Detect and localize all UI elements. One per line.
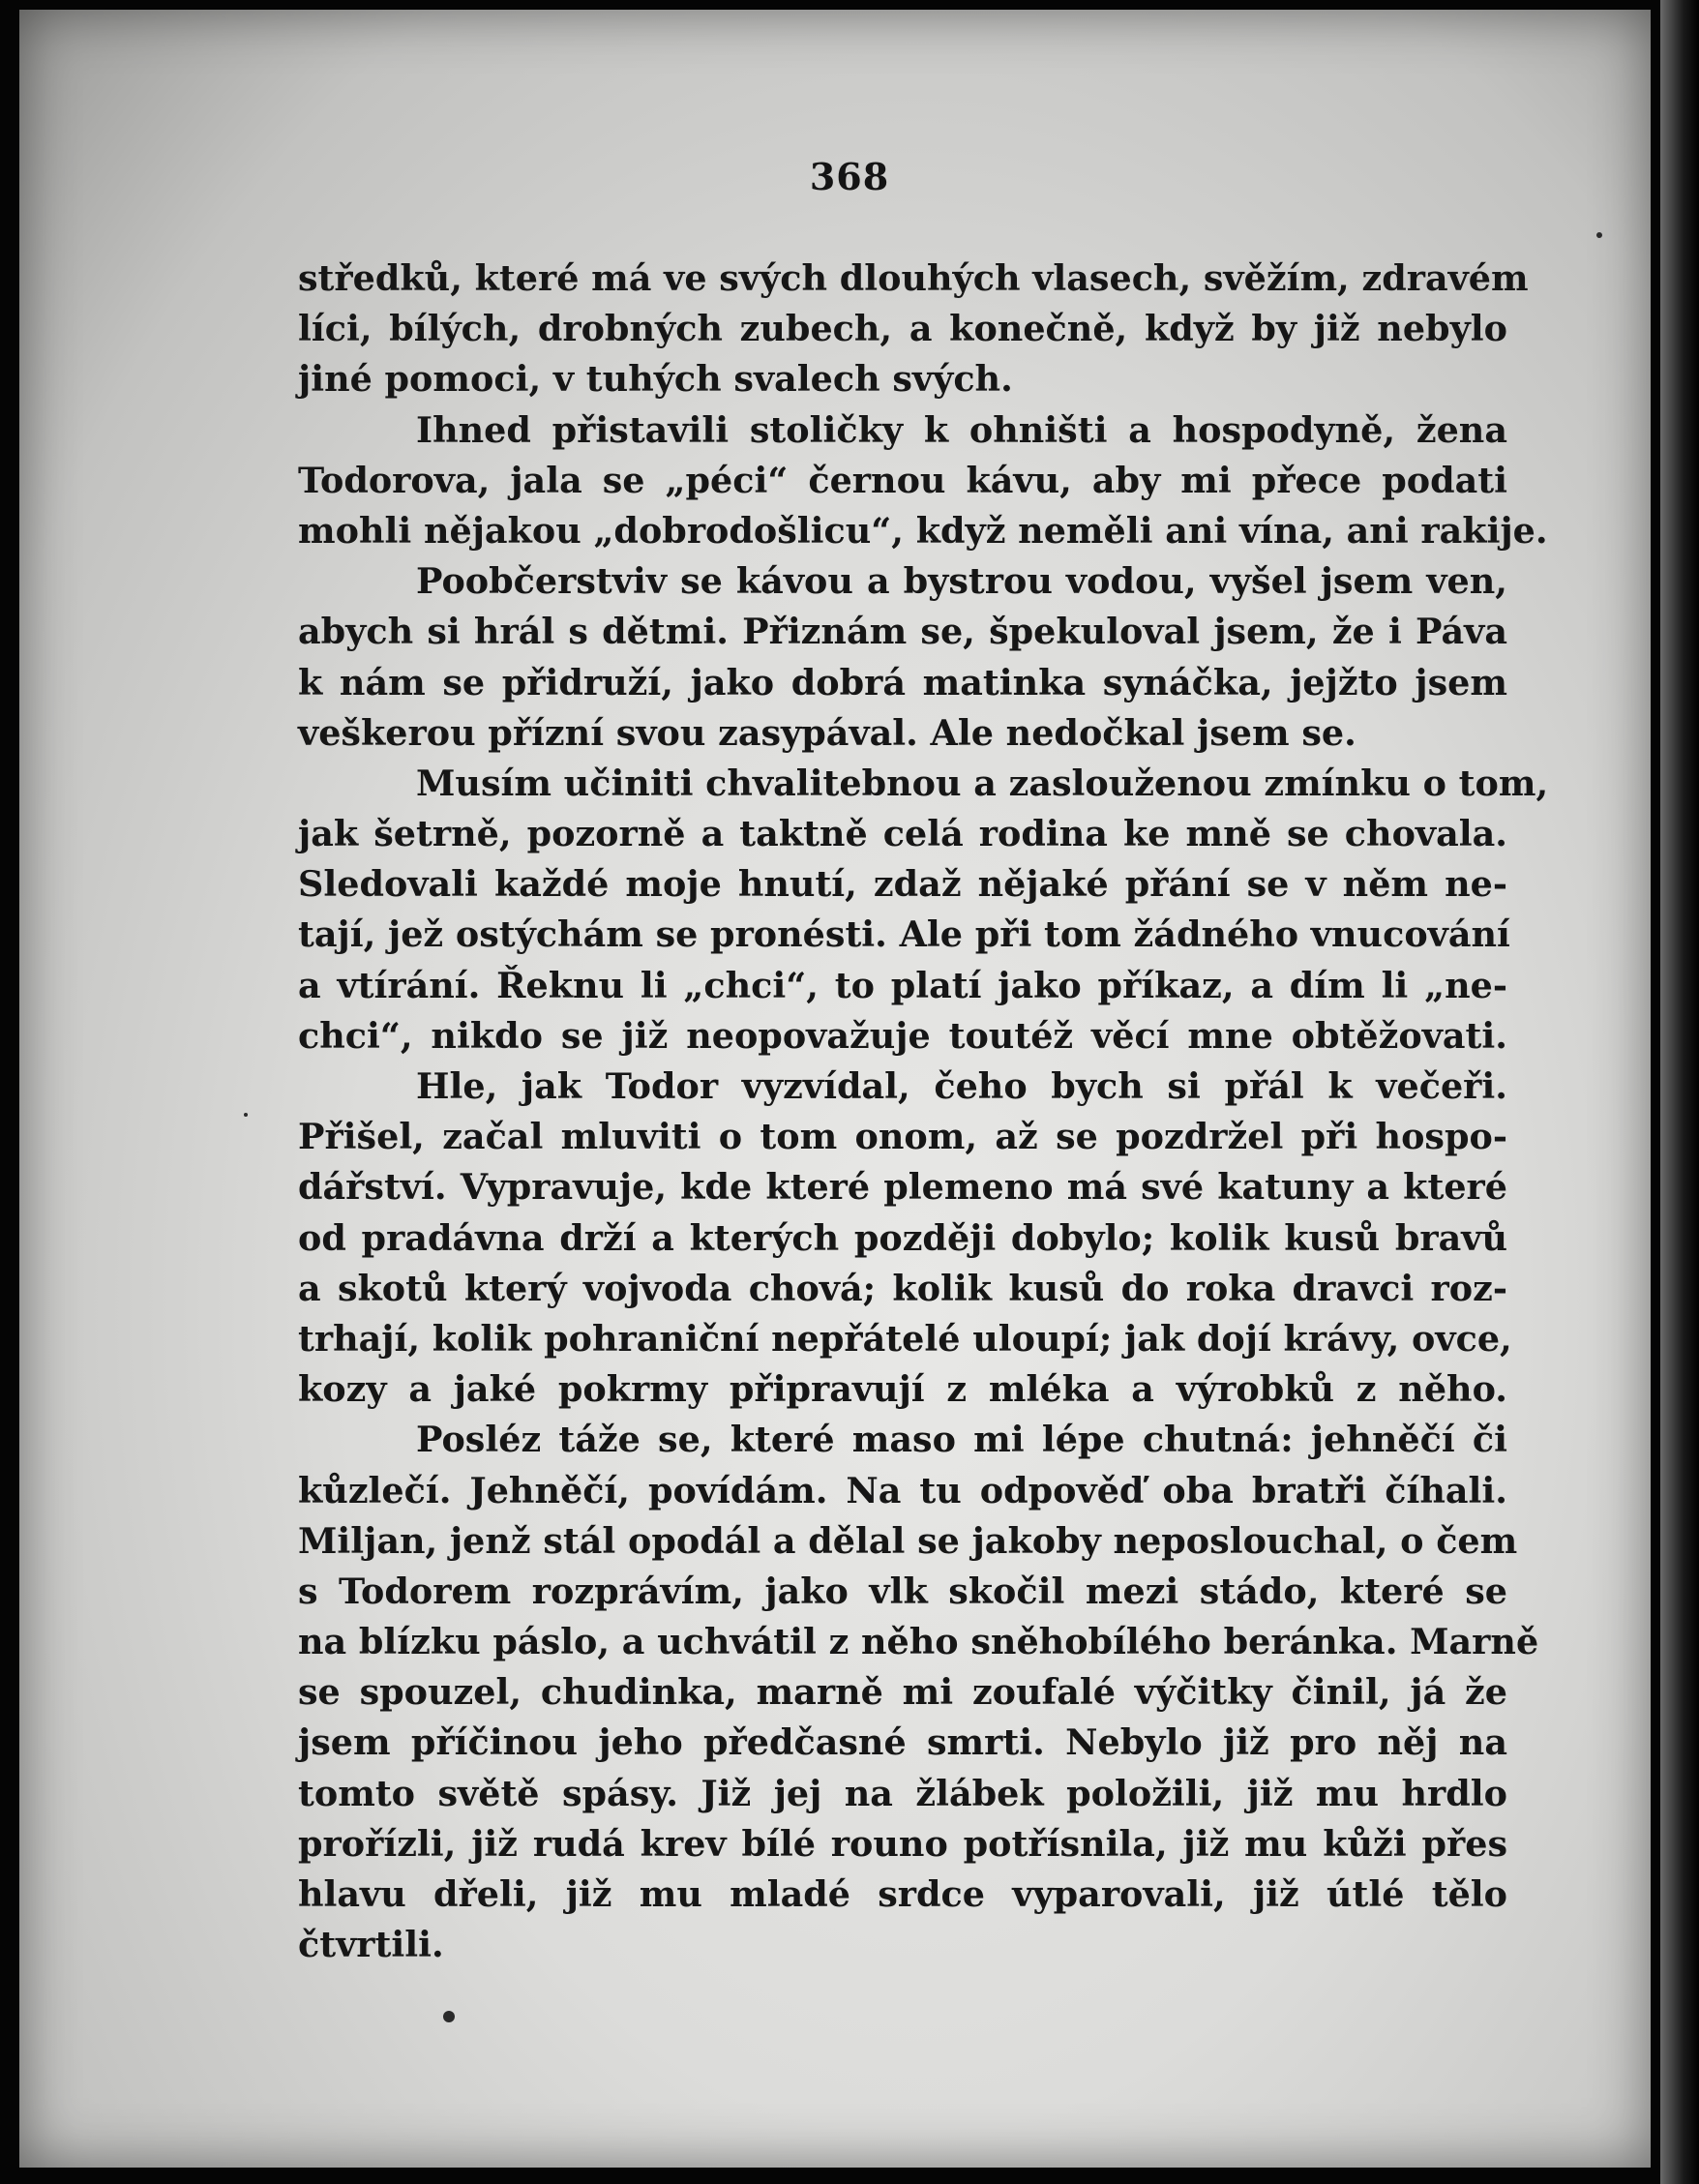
text-line: a vtírání. Řeknu li „chci“, to platí jako příkaz, a dím li „ne-: [298, 964, 1507, 1006]
ink-speck: [244, 1113, 248, 1117]
text-line: líci, bílých, drobných zubech, a konečně, když by již nebylo: [298, 308, 1507, 350]
page-edge-shadow: [1660, 0, 1699, 2184]
text-line: středků, které má ve svých dlouhých vlasech, svěžím, zdravém: [298, 257, 1529, 299]
ink-speck: [1596, 232, 1602, 238]
text-line: veškerou přízní svou zasypával. Ale nedočkal jsem se.: [298, 711, 1356, 754]
text-line: se spouzel, chudinka, marně mi zoufalé výčitky činil, já že: [298, 1671, 1507, 1714]
paragraph-first-line: Ihned přistavili stoličky k ohništi a hospodyně, žena: [416, 408, 1507, 451]
text-line: čtvrtili.: [298, 1924, 444, 1966]
text-line: na blízku páslo, a uchvátil z něho sněhobílého beránka. Marně: [298, 1621, 1539, 1663]
text-line: prořízli, již rudá krev bílé rouno potřísnila, již mu kůži přes: [298, 1822, 1507, 1865]
text-line: a skotů který vojvoda chová; kolik kusů do roka dravci roz-: [298, 1267, 1507, 1309]
paragraph-first-line: Hle, jak Todor vyzvídal, čeho bych si přál k večeři.: [416, 1065, 1507, 1107]
text-line: abych si hrál s dětmi. Přiznám se, špekuloval jsem, že i Páva: [298, 611, 1507, 653]
page-number: 368: [809, 155, 890, 198]
text-line: tomto světě spásy. Již jej na žlábek položili, již mu hrdlo: [298, 1772, 1507, 1814]
text-line: jak šetrně, pozorně a taktně celá rodina ke mně se chovala.: [298, 813, 1507, 855]
paragraph-first-line: Musím učiniti chvalitebnou a zaslouženou zmínku o tom,: [416, 762, 1549, 804]
text-line: kozy a jaké pokrmy připravují z mléka a výrobků z něho.: [298, 1368, 1507, 1411]
text-line: jiné pomoci, v tuhých svalech svých.: [298, 358, 1013, 401]
text-line: Sledovali každé moje hnutí, zdaž nějaké přání se v něm ne-: [298, 863, 1507, 906]
text-line: od pradávna drží a kterých později dobylo; kolik kusů bravů: [298, 1216, 1507, 1259]
paragraph-first-line: Poobčerstviv se kávou a bystrou vodou, vyšel jsem ven,: [416, 560, 1507, 603]
text-line: kůzlečí. Jehněčí, povídám. Na tu odpověď oba bratři číhali.: [298, 1469, 1507, 1511]
paragraph-first-line: Posléz táže se, které maso mi lépe chutná: jehněčí či: [416, 1419, 1507, 1461]
text-line: trhají, kolik pohraniční nepřátelé uloupí; jak dojí krávy, ovce,: [298, 1317, 1512, 1360]
text-line: k nám se přidruží, jako dobrá matinka synáčka, jejžto jsem: [298, 661, 1507, 703]
ink-speck: [443, 2011, 455, 2022]
text-line: chci“, nikdo se již neopovažuje toutéž věcí mne obtěžovati.: [298, 1014, 1507, 1057]
body-text: [298, 254, 1549, 1970]
text-line: Přišel, začal mluviti o tom onom, až se pozdržel při hospo-: [298, 1116, 1507, 1158]
text-line: s Todorem rozprávím, jako vlk skočil mezi stádo, které se: [298, 1570, 1507, 1612]
text-line: tají, jež ostýchám se pronésti. Ale při tom žádného vnucování: [298, 913, 1510, 956]
text-line: dářství. Vypravuje, kde které plemeno má své katuny a které: [298, 1166, 1507, 1209]
text-line: jsem příčinou jeho předčasné smrti. Nebylo již pro něj na: [298, 1721, 1507, 1764]
text-line: hlavu dřeli, již mu mladé srdce vyparovali, již útlé tělo: [298, 1873, 1507, 1915]
text-line: Todorova, jala se „péci“ černou kávu, aby mi přece podati: [298, 459, 1507, 501]
text-line: mohli nějakou „dobrodošlicu“, když neměli ani vína, ani rakije.: [298, 509, 1548, 552]
text-line: Miljan, jenž stál opodál a dělal se jakoby neposlouchal, o čem: [298, 1519, 1518, 1562]
